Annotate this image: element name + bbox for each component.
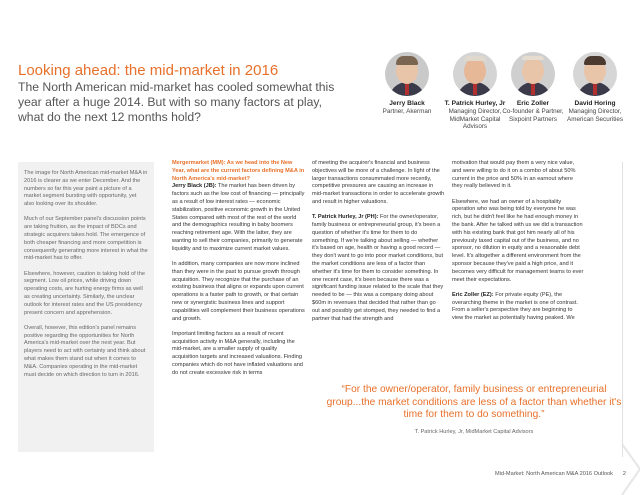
panelist-role: Managing Director, American Securities [567, 108, 623, 123]
panelist-role: Partner, Akerman [382, 108, 432, 115]
answer-paragraph: motivation that would pay them a very nice value, and were willing to do it on a combo of about 50% current in the price and 50% in an earnout where they really believed in it. [452, 160, 576, 190]
answer-paragraph: In addition, many companies are now more inclined than they were in the past to pursue growth through acquisition. They recognize that the purchase of an existing business that aligns or expands upon current operations is a faster path to growth, or that certain new or synergistic business lines and support capabilities will complement their business operations and growth. [172, 260, 305, 322]
panelist-photo [573, 52, 617, 96]
chevron-right-icon [620, 444, 640, 495]
panelist-role: Managing Director, MidMarket Capital Advisors [448, 108, 502, 131]
intro-paragraph: Overall, however, this edition's panel remains positive regarding the opportunities for North America's mid-market over the next year. But players need to act with certainty and think about what makes them stand out when it comes to M&A. Companies operating in the mid-market must decide on which direction to turn in 2016. [24, 324, 146, 378]
panelist-name: Jerry Black [389, 100, 425, 107]
article-column-2 [312, 160, 445, 331]
answer-text: The market has been driven by factors such as the low cost of financing — principally as a result of low interest rates — economic stabilization, positive economic growth in the United States compared with most of the rest of the world and the demographics resulting in baby boomers reaching retirement age. With the latter, they are wanting to sell their companies, primarily to generate liquidity and to maximize current market values. [172, 183, 305, 252]
article-column-3 [452, 160, 585, 330]
page-footer [495, 471, 626, 477]
page-subtitle: The North American mid-market has cooled somewhat this year after a huge 2014. But with so many factors at play, what do the next 12 months hold? [18, 80, 335, 124]
intro-paragraph: Elsewhere, however, caution is taking hold of the segment. Low oil prices, while driving down operating costs, are hurting energy firms as well as creating uncertainty. Similarly, the unclear outlook for interest rates and the US presidency present concern and apprehension. [24, 270, 145, 316]
speaker-label: Jerry Black (JB): [172, 183, 217, 190]
answer-text: For private equity (PE), the overarching theme in the market is one of contrast. From a seller's perspective they are beginning to view the market as potentially having peaked. We [452, 291, 578, 322]
article-column-1 [172, 160, 305, 385]
intro-paragraph: Much of our September panel's discussion points are taking fruition, as the impact of BDCs and strategic acquirers takes hold. The emergence of both cheaper financing and more competition is consequently generating more interest in what the mid-market has to offer. [24, 216, 148, 262]
panelist-jerry-black [372, 52, 442, 116]
interview-question: Mergermarket (MM): As we head into the New Year, what are the current factors defining M&A in North America's mid-market? [172, 160, 305, 182]
panelist-role: Co-founder & Partner, Sixpoint Partners [502, 108, 564, 123]
answer-paragraph: Elsewhere, we had an owner of a hospitality operation who was being told by everyone he was rich, but he didn't feel like he had enough money in the bank. After he talked with us we did a transaction with his existing bank that got him nearly all of his previously taxed capital out of the business, and no sponsor, no dilution in equity and a reasonable debt level. It's altogether a different environment from the sponsor because they've paid a high price, and it becomes very difficult for management teams to ever meet their expectations. [452, 198, 584, 283]
panelist-david-horing [560, 52, 630, 123]
panelist-eric-zoller [498, 52, 568, 123]
answer-paragraph: Important limiting factors as a result of recent acquisition activity in M&A generally, including the mid-market, are a smaller supply of quality acquisition targets and increased valuations. Finding companies which do not have inflated valuations and do not create excessive risk in terms [172, 330, 303, 376]
page-title: Looking ahead: the mid-market in 2016 [18, 62, 279, 79]
pull-quote-attribution: T. Patrick Hurley, Jr, MidMarket Capital Advisors [414, 428, 534, 435]
pull-quote [325, 384, 623, 435]
page-number: 2 [622, 471, 626, 477]
panelist-name: Eric Zoller [516, 100, 550, 107]
pull-quote-text: “For the owner/operator, family business or entrepreneurial group...the market conditions are less of a factor than whether it's time for them to do something.” [326, 384, 622, 420]
speaker-label: T. Patrick Hurley, Jr (PH): [312, 214, 379, 221]
panelist-photo [385, 52, 429, 96]
panelist-photo [511, 52, 555, 96]
divider [622, 162, 623, 457]
intro-box [18, 162, 154, 452]
intro-paragraph: The image for North American mid-market M&A in 2016 is clearer as we enter December. And the numbers so far this year paint a picture of a market segment bursting with opportunity, yet also looking over its shoulder. [24, 170, 148, 208]
answer-paragraph: of meeting the acquirer's financial and business objectives will be more of a challenge. In light of the larger transactions consummated more recently, competitive pressures are causing an increase in mid-market transactions in order to accelerate growth and result in higher valuations. [312, 160, 445, 205]
footer-title: Mid-Market: North American M&A 2016 Outlook [495, 471, 613, 477]
panelist-name: T. Patrick Hurley, Jr [444, 100, 506, 107]
speaker-label: Eric Zoller (EZ): [452, 291, 494, 298]
panelist-photo [453, 52, 497, 96]
panelist-name: David Horing [574, 100, 616, 107]
answer-text: For the owner/operator, family business or entrepreneurial group, it's been a question of whether it's time for them to do something. If we're talking about selling — whether it's based on age, health or having a good record — they don't want to go into poor market conditions, but the market conditions are less of a factor than whether it's time for them to consider something. In one recent case, it's been because there was a significant funding issue related to the scale that they needed to be — this was a company doing about $60m in revenues that decided that rather than go out and possibly get stomped, they needed to find a partner that had the strength and [312, 214, 444, 322]
